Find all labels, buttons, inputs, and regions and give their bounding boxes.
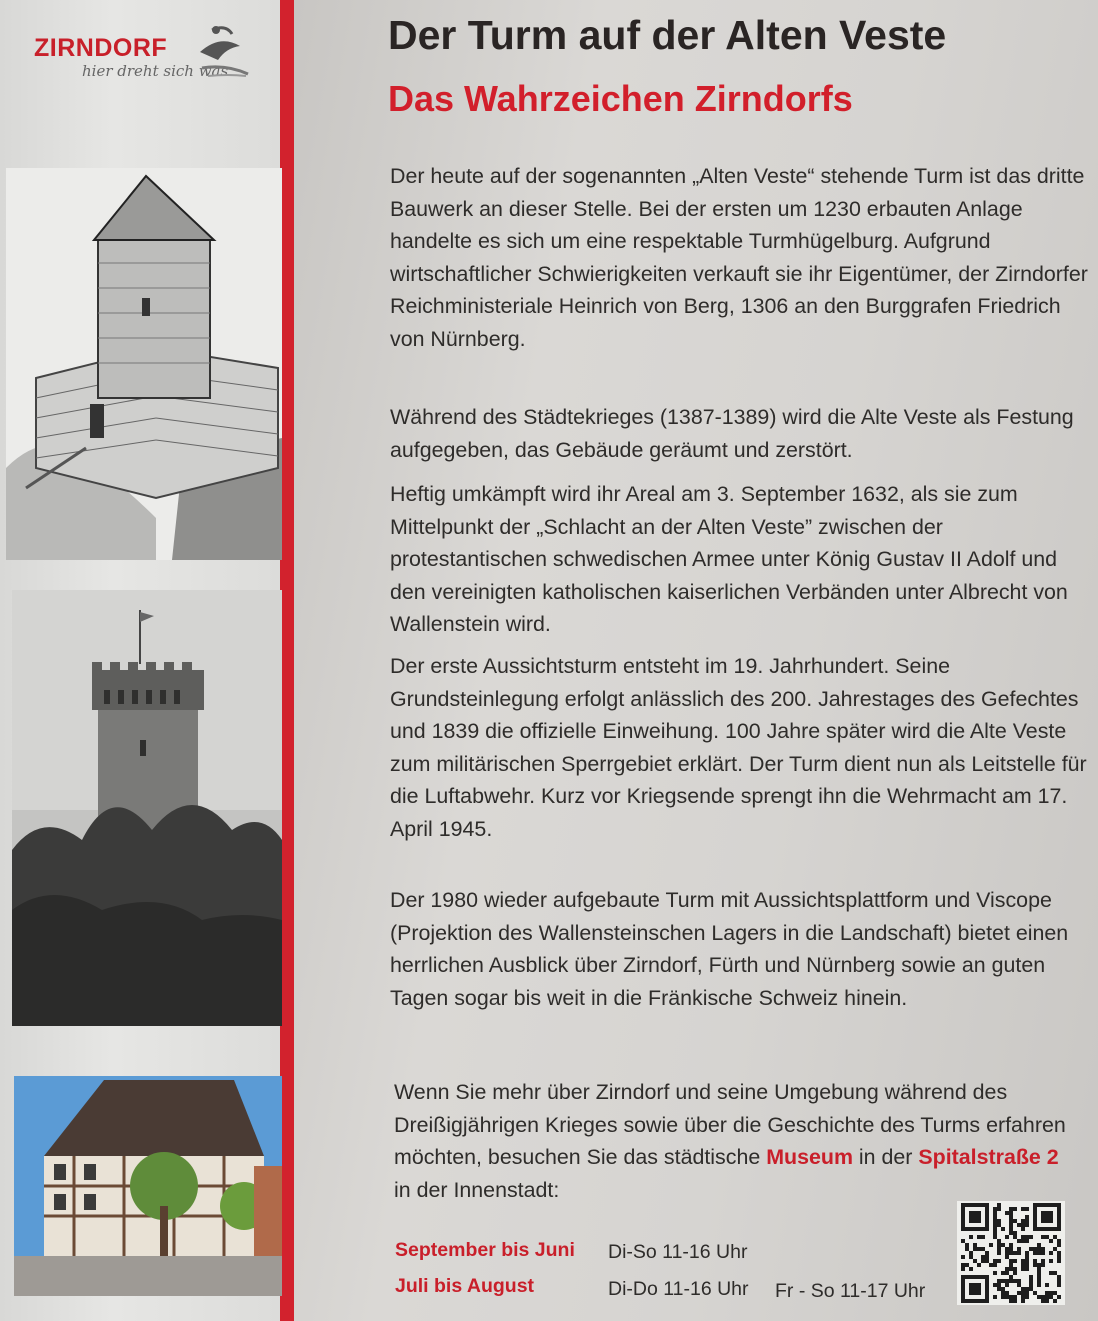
castle-sketch-image: [6, 168, 282, 560]
tower-photo-image: [12, 590, 282, 1026]
hours-times-2: Di-Do 11-16 Uhr: [608, 1278, 749, 1300]
museum-in-der: in der: [858, 1145, 913, 1169]
museum-building-photo: [14, 1076, 282, 1296]
museum-intro: Wenn Sie mehr über Zirndorf und seine Umgebung während des Dreißigjährigen Krieges sowie über die Geschichte des Turms erfahren möchten, besuchen Sie das städtische: [394, 1080, 1066, 1169]
paragraph-schlacht: Heftig umkämpft wird ihr Areal am 3. September 1632, als sie zum Mittelpunkt der „Schlacht an der Alten Veste” zwischen der protestantischen schwedischen Armee unter König Gustav II Adolf und den vereinigten katholischen kaiserlichen Verbänden unter Albrecht von Wallenstein wird.: [390, 482, 1068, 636]
paragraph-history: Der heute auf der sogenannten „Alten Veste“ stehende Turm ist das dritte Bauwerk an dieser Stelle. Bei der ersten um 1230 erbauten Anlage handelte es sich um eine respektable Turmhügelburg. Aufgrund wirtschaftlicher Schwierigkeiten verkauft sie ihr Eigentümer, der Zirndorfer Reichministeriale Heinrich von Berg, 1306 an den Burggrafen Friedrich von Nürnberg.: [390, 164, 1088, 351]
paragraph-wiederaufbau: Der 1980 wieder aufgebaute Turm mit Aussichtsplattform und Viscope (Projektion des Wallensteinschen Lagers in die Landschaft) bietet einen herrlichen Ausblick über Zirndorf, Fürth und Nürnberg sowie an guten Tagen sogar bis weit in die Fränkische Schweiz hinein.: [390, 888, 1069, 1010]
red-divider-bar: [280, 0, 294, 1321]
paragraph-staedtekrieg: Während des Städtekrieges (1387-1389) wird die Alte Veste als Festung aufgegeben, das Gebäude geräumt und zerstört.: [390, 405, 1074, 462]
qr-code-icon[interactable]: [957, 1201, 1065, 1305]
museum-street: Spitalstraße 2: [918, 1145, 1059, 1169]
hours-period-1: September bis Juni: [395, 1239, 575, 1261]
logo-name: ZIRNDORF: [34, 34, 168, 62]
logo-tagline: hier dreht sich was: [82, 62, 229, 80]
zirndorf-logo: [32, 24, 252, 86]
museum-info: [394, 1076, 1066, 1206]
museum-word: Museum: [766, 1145, 853, 1169]
paragraph-aussichtsturm: Der erste Aussichtsturm entsteht im 19. Jahrhundert. Seine Grundsteinlegung erfolgt anlässlich des 200. Jahrestages des Gefechtes und 1839 die offizielle Einweihung. 100 Jahre später wird die Alte Veste zum militärischen Sperrgebiet erklärt. Der Turm dient nun als Leitstelle für die Luftabwehr. Kurz vor Kriegsende sprengt ihn die Wehrmacht am 17. April 1945.: [390, 654, 1087, 841]
museum-outro: in der Innenstadt:: [394, 1177, 560, 1202]
hours-times-2b: Fr - So 11-17 Uhr: [775, 1280, 926, 1302]
swirl-figure-icon: [194, 24, 254, 78]
page-subtitle: Das Wahrzeichen Zirndorfs: [388, 78, 853, 119]
page-title: Der Turm auf der Alten Veste: [388, 12, 947, 58]
hours-times-1: Di-So 11-16 Uhr: [608, 1241, 748, 1263]
hours-period-2: Juli bis August: [395, 1275, 535, 1297]
